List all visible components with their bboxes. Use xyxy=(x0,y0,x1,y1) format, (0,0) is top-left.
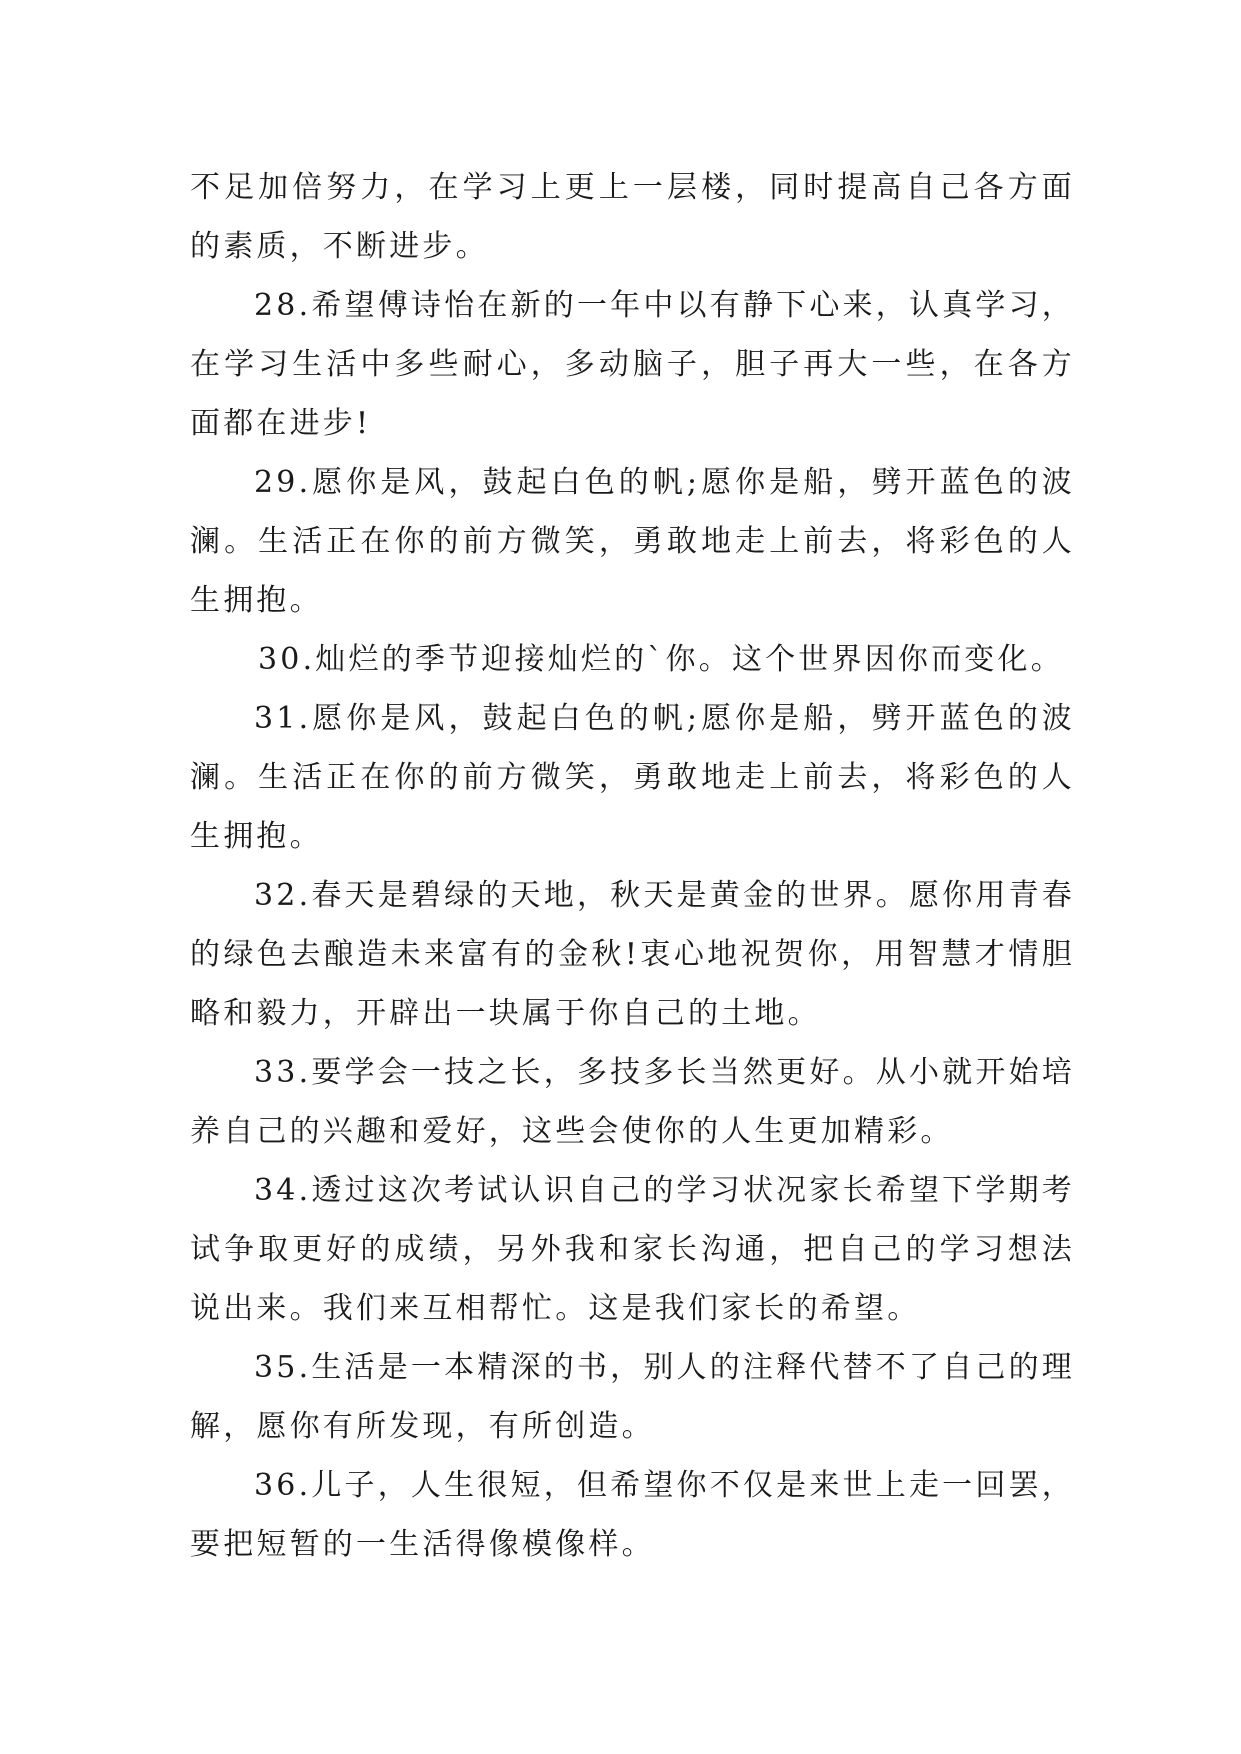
document-body xyxy=(190,158,1075,1574)
paragraph-31: 31.愿你是风，鼓起白色的帆;愿你是船，劈开蓝色的波澜。生活正在你的前方微笑，勇敢地走上前去，将彩色的人生拥抱。 xyxy=(190,701,1075,854)
paragraph-29: 29.愿你是风，鼓起白色的帆;愿你是船，劈开蓝色的波澜。生活正在你的前方微笑，勇敢地走上前去，将彩色的人生拥抱。 xyxy=(190,465,1075,618)
paragraph-33: 33.要学会一技之长，多技多长当然更好。从小就开始培养自己的兴趣和爱好，这些会使你的人生更加精彩。 xyxy=(190,1055,1075,1149)
paragraph-28: 28.希望傅诗怡在新的一年中以有静下心来，认真学习，在学习生活中多些耐心，多动脑子，胆子再大一些，在各方面都在进步! xyxy=(190,288,1075,441)
paragraph-35: 35.生活是一本精深的书，别人的注释代替不了自己的理解，愿你有所发现，有所创造。 xyxy=(190,1350,1075,1444)
paragraph-30: 30.灿烂的季节迎接灿烂的`你。这个世界因你而变化。 xyxy=(258,642,1064,677)
paragraph-36: 36.儿子，人生很短，但希望你不仅是来世上走一回罢，要把短暂的一生活得像模像样。 xyxy=(190,1468,1075,1562)
paragraph-34: 34.透过这次考试认识自己的学习状况家长希望下学期考试争取更好的成绩，另外我和家长沟通，把自己的学习想法说出来。我们来互相帮忙。这是我们家长的希望。 xyxy=(190,1173,1075,1326)
paragraph-continued: 不足加倍努力，在学习上更上一层楼，同时提高自己各方面的素质，不断进步。 xyxy=(190,170,1075,264)
paragraph-32: 32.春天是碧绿的天地，秋天是黄金的世界。愿你用青春的绿色去酿造未来富有的金秋!衷心地祝贺你，用智慧才情胆略和毅力，开辟出一块属于你自己的土地。 xyxy=(190,878,1075,1031)
